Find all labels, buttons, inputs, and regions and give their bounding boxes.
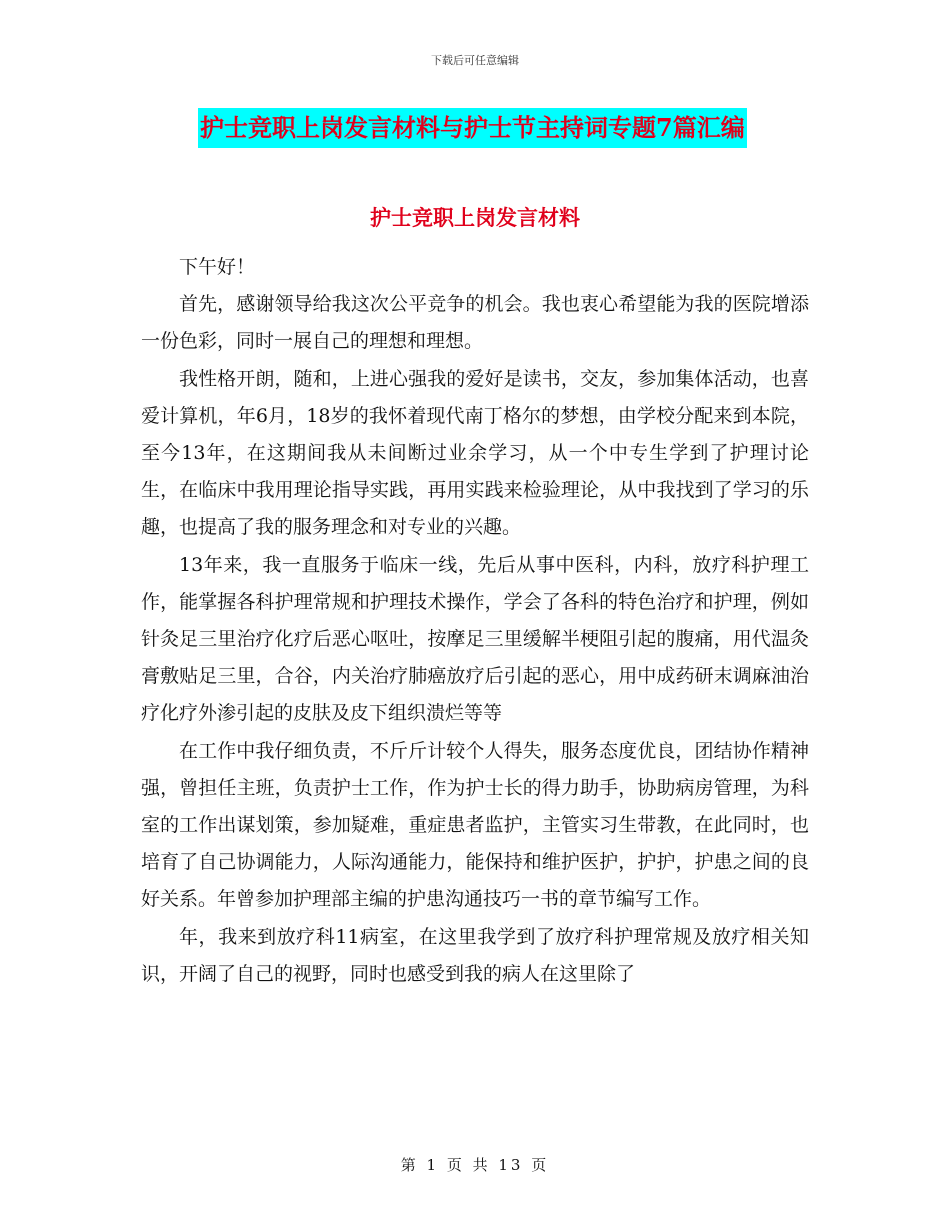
paragraph: 首先，感谢领导给我这次公平竞争的机会。我也衷心希望能为我的医院增添一份色彩，同时一展自己的理想和理想。	[141, 293, 809, 353]
main-title: 护士竞职上岗发言材料与护士节主持词专题7篇汇编	[198, 108, 747, 148]
paragraph: 年，我来到放疗科11病室，在这里我学到了放疗科护理常规及放疗相关知识，开阔了自己的视野，同时也感受到我的病人在这里除了	[141, 925, 809, 985]
header-note: 下载后可任意编辑	[431, 54, 519, 67]
section-title: 护士竞职上岗发言材料	[370, 205, 580, 230]
paragraph: 13年来，我一直服务于临床一线，先后从事中医科，内科，放疗科护理工作，能掌握各科护理常规和护理技术操作，学会了各科的特色治疗和护理，例如针灸足三里治疗化疗后恶心呕吐，按摩足三里缓解半梗阻引起的腹痛，用代温灸膏敷贴足三里，合谷，内关治疗肺癌放疗后引起的恶心，用中成药研末调麻油治疗化疗外渗引起的皮肤及皮下组织溃烂等等	[141, 553, 809, 725]
paragraph: 我性格开朗，随和，上进心强我的爱好是读书，交友，参加集体活动，也喜爱计算机，年6月，18岁的我怀着现代南丁格尔的梦想，由学校分配来到本院，至今13年，在这期间我从未间断过业余学习，从一个中专生学到了护理讨论生，在临床中我用理论指导实践，再用实践来检验理论，从中我找到了学习的乐趣，也提高了我的服务理念和对专业的兴趣。	[141, 367, 809, 539]
body-text	[141, 249, 809, 993]
paragraph: 在工作中我仔细负责，不斤斤计较个人得失，服务态度优良，团结协作精神强，曾担任主班，负责护士工作，作为护士长的得力助手，协助病房管理，为科室的工作出谋划策，参加疑难，重症患者监护，主管实习生带教，在此同时，也培育了自己协调能力，人际沟通能力，能保持和维护医护，护护，护患之间的良好关系。年曾参加护理部主编的护患沟通技巧一书的章节编写工作。	[141, 739, 809, 911]
paragraph-greeting: 下午好！	[179, 256, 256, 278]
page-number-footer: 第 1 页 共 13 页	[400, 1156, 550, 1174]
main-title-wrap	[198, 108, 747, 148]
